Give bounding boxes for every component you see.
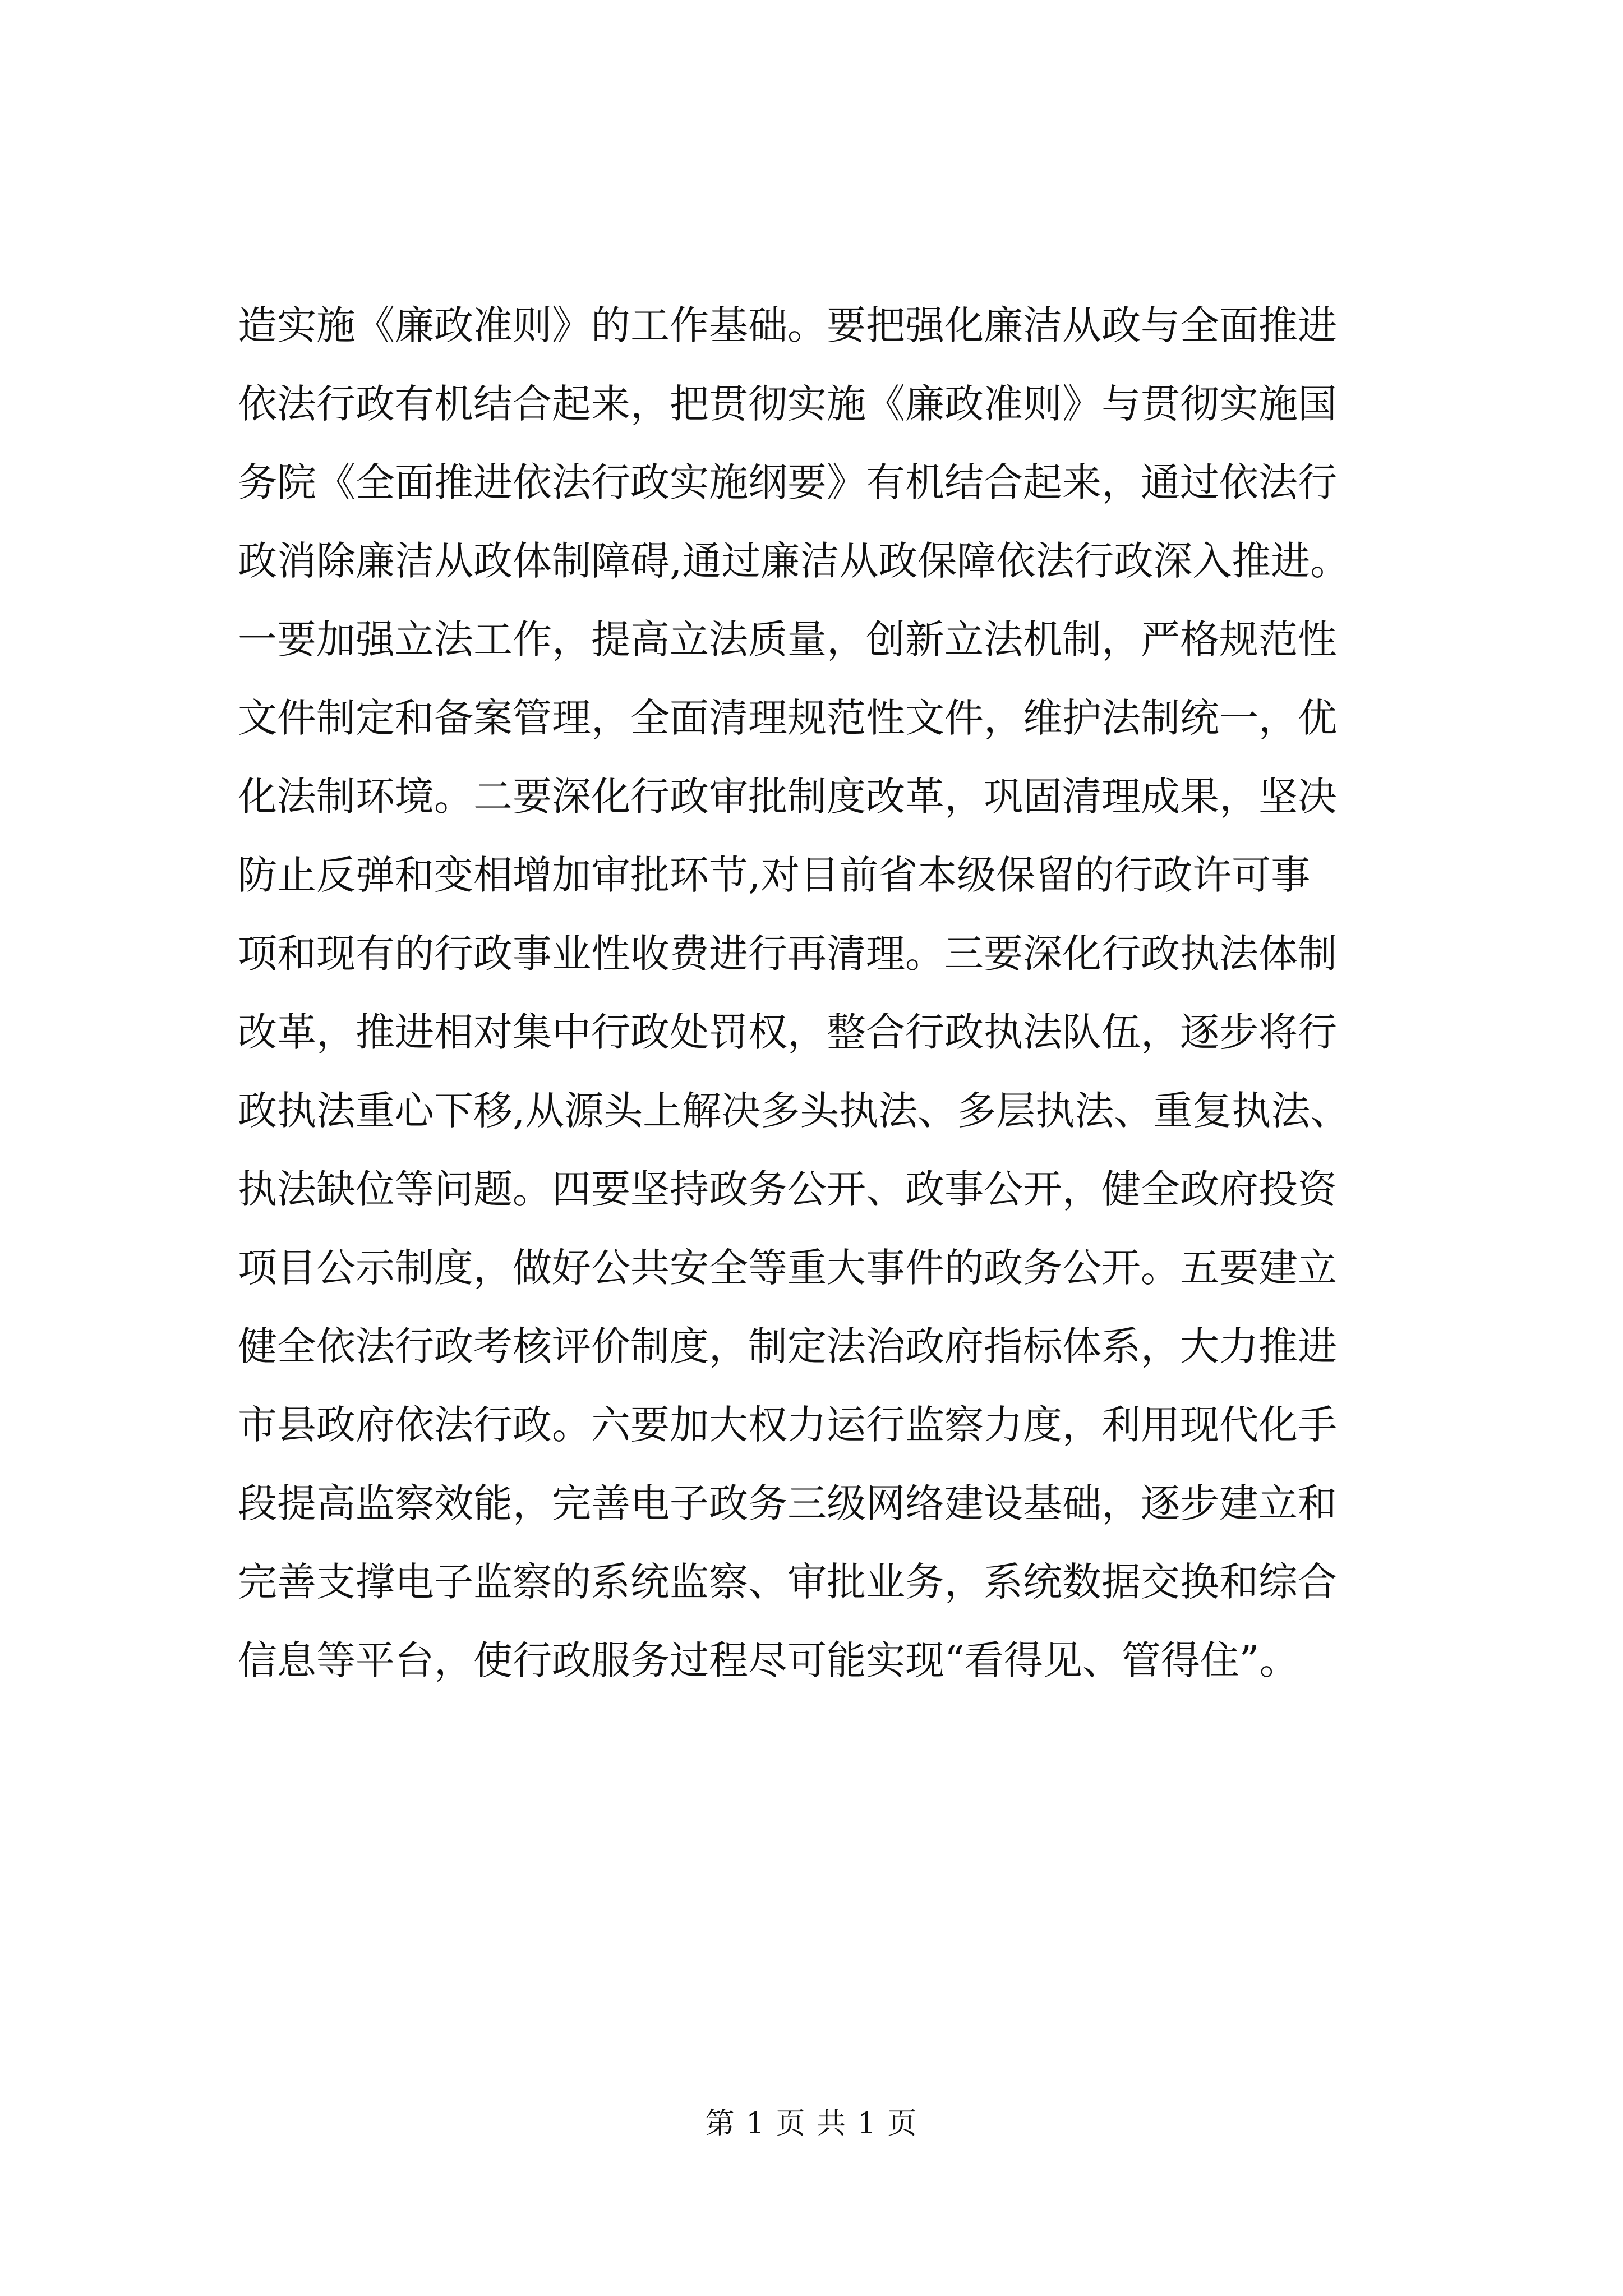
page-footer: 第 1 页 共 1 页: [705, 2107, 918, 2141]
text-line: 段提高监察效能，完善电子政务三级网络建设基础，逐步建立和: [238, 1480, 1337, 1526]
text-line: 执法缺位等问题。四要坚持政务公开、政事公开，健全政府投资: [238, 1166, 1337, 1212]
text-line: 完善支撑电子监察的系统监察、审批业务，系统数据交换和综合: [238, 1559, 1337, 1605]
text-line: 改革，推进相对集中行政处罚权，整合行政执法队伍，逐步将行: [238, 1009, 1337, 1055]
text-line: 依法行政有机结合起来，把贯彻实施《廉政准则》与贯彻实施国: [238, 381, 1337, 427]
text-line: 政执法重心下移,从源头上解决多头执法、多层执法、重复执法、: [238, 1088, 1350, 1134]
text-line: 项目公示制度，做好公共安全等重大事件的政务公开。五要建立: [238, 1245, 1337, 1291]
text-line: 项和现有的行政事业性收费进行再清理。三要深化行政执法体制: [238, 931, 1337, 977]
text-line: 防止反弹和变相增加审批环节,对目前省本级保留的行政许可事: [238, 852, 1311, 898]
text-line: 市县政府依法行政。六要加大权力运行监察力度，利用现代化手: [238, 1402, 1337, 1448]
text-line: 信息等平台，使行政服务过程尽可能实现“看得见、管得住”。: [238, 1637, 1299, 1683]
body-paragraph: [238, 286, 1427, 1700]
text-line: 务院《全面推进依法行政实施纲要》有机结合起来，通过依法行: [238, 459, 1337, 505]
text-line: 造实施《廉政准则》的工作基础。要把强化廉洁从政与全面推进: [238, 302, 1337, 348]
text-line: 一要加强立法工作，提高立法质量，创新立法机制，严格规范性: [238, 616, 1337, 662]
text-line: 化法制环境。二要深化行政审批制度改革，巩固清理成果，坚决: [238, 774, 1337, 820]
text-line: 文件制定和备案管理，全面清理规范性文件，维护法制统一，优: [238, 695, 1337, 741]
text-line: 健全依法行政考核评价制度，制定法治政府指标体系，大力推进: [238, 1323, 1337, 1369]
text-line: 政消除廉洁从政体制障碍,通过廉洁从政保障依法行政深入推进。: [238, 538, 1350, 584]
